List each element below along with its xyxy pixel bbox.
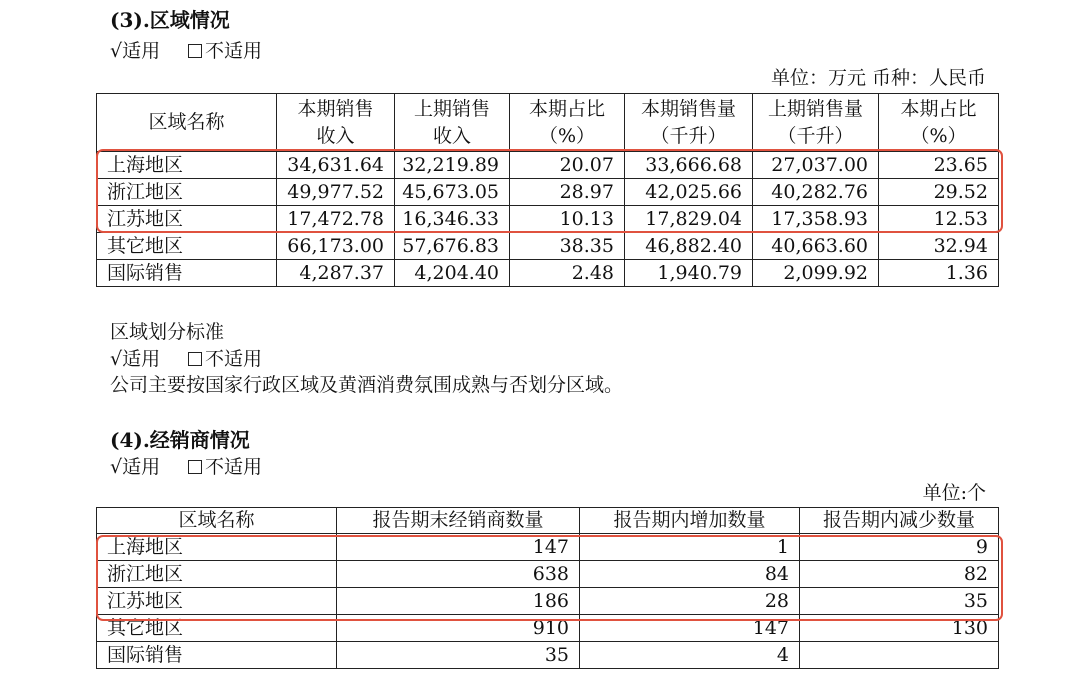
value-cell: 4,287.37 — [277, 260, 395, 287]
region-name-cell: 其它地区 — [97, 233, 277, 260]
value-cell: 40,663.60 — [753, 233, 879, 260]
not-applicable-option: 不适用 — [205, 348, 263, 370]
region-name-cell: 浙江地区 — [97, 561, 337, 588]
region-name-cell: 上海地区 — [97, 534, 337, 561]
value-cell: 66,173.00 — [277, 233, 395, 260]
value-cell: 1 — [580, 534, 800, 561]
table-header-row — [97, 508, 999, 534]
header-cell: 本期占比 （%） — [510, 94, 625, 152]
value-cell: 42,025.66 — [625, 179, 753, 206]
table-row — [97, 534, 999, 561]
value-cell: 186 — [337, 588, 580, 615]
header-cell: 上期销售量 （千升） — [753, 94, 879, 152]
header-cell: 报告期内减少数量 — [800, 508, 999, 534]
value-cell: 10.13 — [510, 206, 625, 233]
table-row — [97, 588, 999, 615]
value-cell: 29.52 — [879, 179, 999, 206]
value-cell: 35 — [337, 642, 580, 669]
header-cell: 区域名称 — [97, 94, 277, 152]
table-row — [97, 206, 999, 233]
value-cell: 2.48 — [510, 260, 625, 287]
value-cell: 57,676.83 — [395, 233, 510, 260]
section4-applicability — [110, 458, 262, 477]
value-cell: 638 — [337, 561, 580, 588]
region-name-cell: 上海地区 — [97, 152, 277, 179]
value-cell: 32,219.89 — [395, 152, 510, 179]
region-sales-table — [96, 93, 999, 287]
value-cell: 28 — [580, 588, 800, 615]
header-cell: 报告期内增加数量 — [580, 508, 800, 534]
value-cell: 23.65 — [879, 152, 999, 179]
value-cell: 12.53 — [879, 206, 999, 233]
header-cell: 报告期末经销商数量 — [337, 508, 580, 534]
table-row — [97, 179, 999, 206]
value-cell: 34,631.64 — [277, 152, 395, 179]
value-cell: 20.07 — [510, 152, 625, 179]
value-cell: 38.35 — [510, 233, 625, 260]
checkbox-empty-icon — [188, 352, 202, 366]
checkbox-empty-icon — [188, 44, 202, 58]
applicable-option: √适用 — [110, 348, 161, 370]
value-cell: 9 — [800, 534, 999, 561]
division-title: 区域划分标准 — [110, 321, 225, 343]
table-row — [97, 642, 999, 669]
table-row — [97, 615, 999, 642]
table-row — [97, 561, 999, 588]
value-cell: 27,037.00 — [753, 152, 879, 179]
region-name-cell: 国际销售 — [97, 260, 277, 287]
value-cell: 130 — [800, 615, 999, 642]
value-cell: 49,977.52 — [277, 179, 395, 206]
table-row — [97, 233, 999, 260]
division-text: 公司主要按国家行政区域及黄酒消费氛围成熟与否划分区域。 — [110, 374, 624, 396]
region-name-cell: 浙江地区 — [97, 179, 277, 206]
value-cell: 4 — [580, 642, 800, 669]
region-name-cell: 江苏地区 — [97, 206, 277, 233]
value-cell: 35 — [800, 588, 999, 615]
value-cell: 147 — [580, 615, 800, 642]
section3-applicability — [110, 42, 262, 61]
value-cell: 45,673.05 — [395, 179, 510, 206]
value-cell: 32.94 — [879, 233, 999, 260]
header-cell: 本期占比 （%） — [879, 94, 999, 152]
section4-unit-note: 单位:个 — [922, 482, 986, 504]
table-header-row — [97, 94, 999, 152]
value-cell: 147 — [337, 534, 580, 561]
applicable-option: √适用 — [110, 456, 161, 478]
value-cell: 28.97 — [510, 179, 625, 206]
region-name-cell: 其它地区 — [97, 615, 337, 642]
section3-heading: (3).区域情况 — [110, 8, 230, 32]
value-cell: 16,346.33 — [395, 206, 510, 233]
header-cell: 区域名称 — [97, 508, 337, 534]
not-applicable-option: 不适用 — [205, 456, 263, 478]
value-cell: 40,282.76 — [753, 179, 879, 206]
value-cell: 17,472.78 — [277, 206, 395, 233]
table-row — [97, 260, 999, 287]
value-cell: 46,882.40 — [625, 233, 753, 260]
value-cell: 82 — [800, 561, 999, 588]
value-cell: 2,099.92 — [753, 260, 879, 287]
not-applicable-option: 不适用 — [205, 40, 263, 62]
checkbox-empty-icon — [188, 460, 202, 474]
value-cell: 1,940.79 — [625, 260, 753, 287]
value-cell: 17,358.93 — [753, 206, 879, 233]
value-cell: 84 — [580, 561, 800, 588]
value-cell: 17,829.04 — [625, 206, 753, 233]
dealer-table — [96, 507, 999, 669]
header-cell: 上期销售 收入 — [395, 94, 510, 152]
region-name-cell: 国际销售 — [97, 642, 337, 669]
region-name-cell: 江苏地区 — [97, 588, 337, 615]
division-applicability — [110, 350, 262, 369]
applicable-option: √适用 — [110, 40, 161, 62]
value-cell: 33,666.68 — [625, 152, 753, 179]
value-cell: 1.36 — [879, 260, 999, 287]
value-cell: 4,204.40 — [395, 260, 510, 287]
table-row — [97, 152, 999, 179]
value-cell: 910 — [337, 615, 580, 642]
value-cell — [800, 642, 999, 669]
section3-unit-note: 单位：万元 币种：人民币 — [770, 67, 986, 89]
section4-heading: (4).经销商情况 — [110, 428, 250, 452]
header-cell: 本期销售量 （千升） — [625, 94, 753, 152]
header-cell: 本期销售 收入 — [277, 94, 395, 152]
